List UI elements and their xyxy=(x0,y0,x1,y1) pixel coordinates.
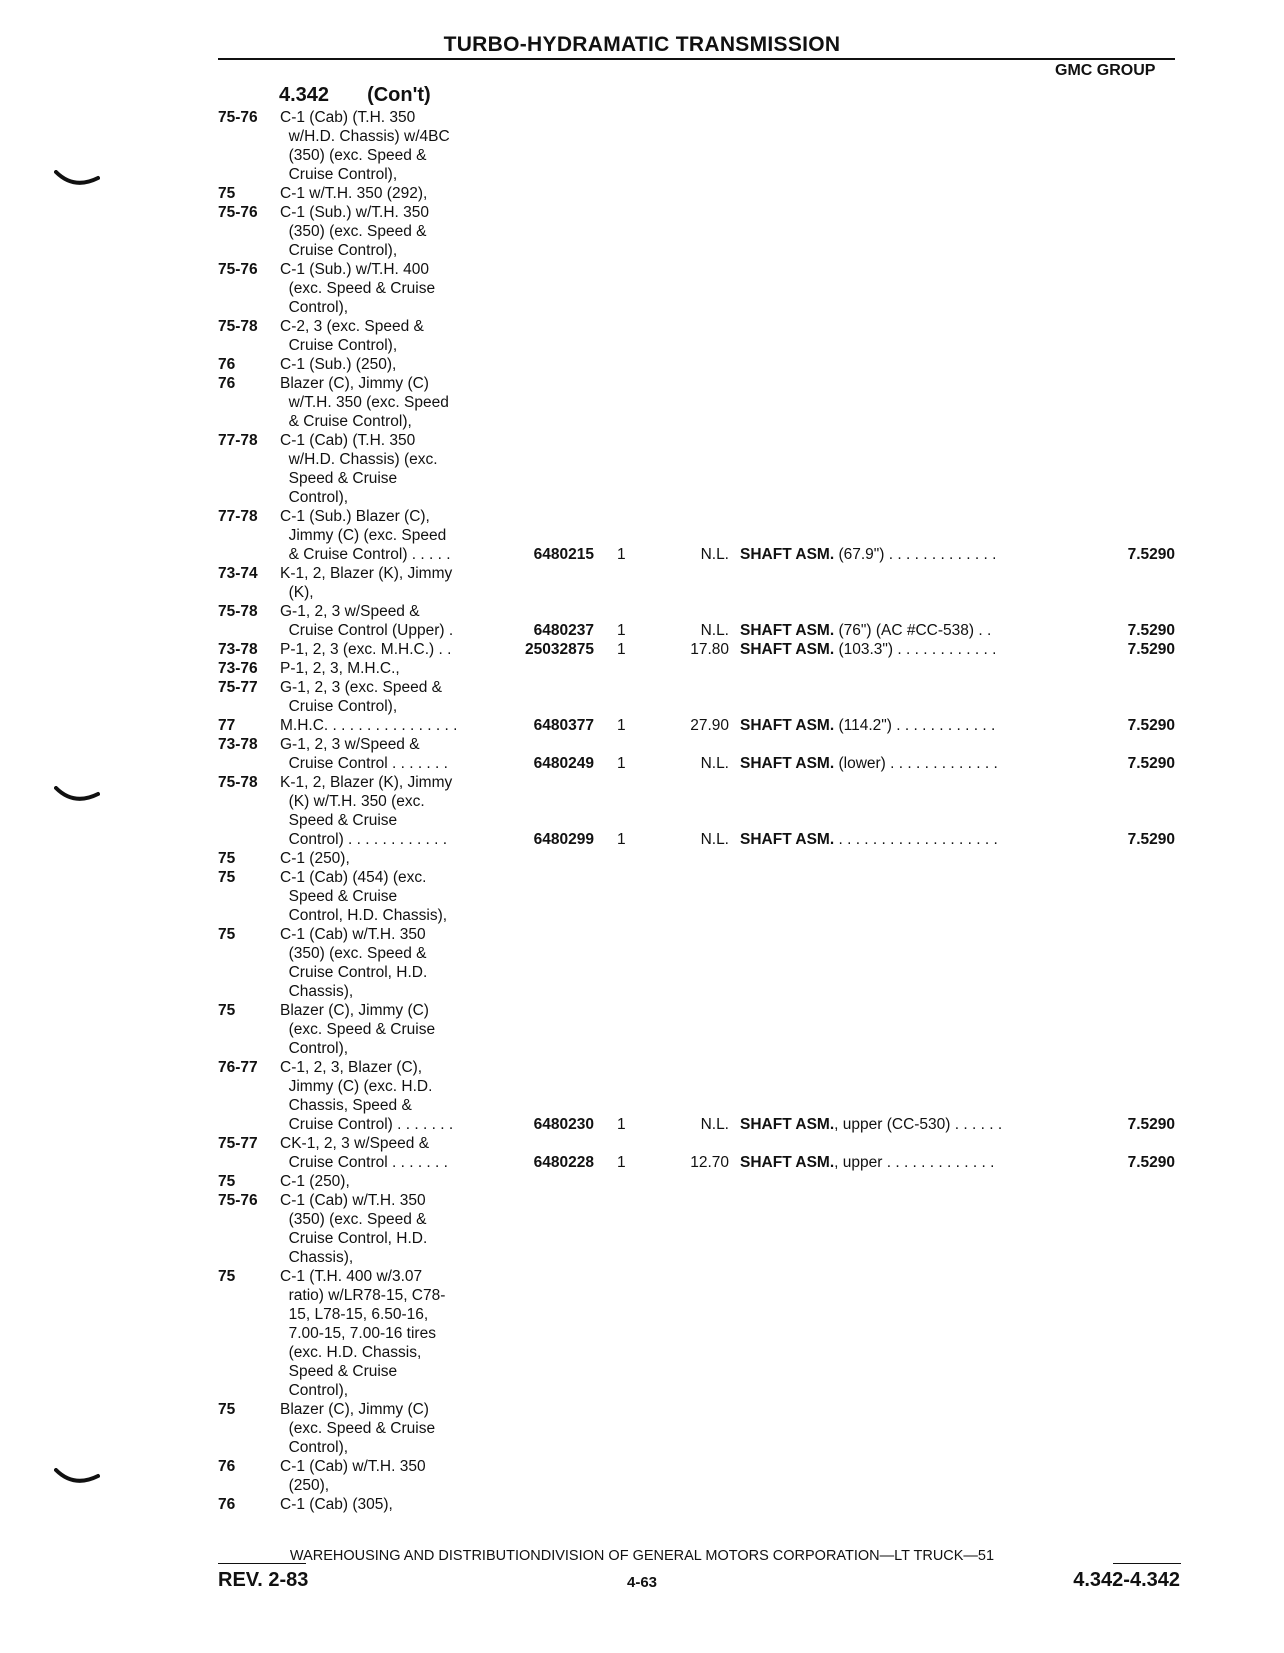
part-name-detail: (67.9") . . . . . . . . . . . . . xyxy=(834,546,997,563)
model-year: 76 xyxy=(218,375,236,392)
application-description: G-1, 2, 3 w/Speed & Cruise Control . . . . . . . xyxy=(280,736,448,772)
part-number: 6480249 xyxy=(533,755,594,772)
application-description: C-1 (T.H. 400 w/3.07 ratio) w/LR78-15, C78- 15, L78-15, 6.50-16, 7.00-15, 7.00-16 tires (exc. H.D. Chassis, Speed & Cruise Control), xyxy=(280,1268,446,1399)
list-price: N.L. xyxy=(700,755,729,772)
section-reference: 4.342-4.342 xyxy=(1073,1569,1180,1591)
binder-hole-icon xyxy=(54,170,100,188)
model-year: 75-76 xyxy=(218,109,258,126)
application-description: C-1 (Cab) (305), xyxy=(280,1496,393,1513)
application-description: C-1 (Sub.) (250), xyxy=(280,356,397,373)
application-description: C-1 (Sub.) w/T.H. 350 (350) (exc. Speed & Cruise Control), xyxy=(280,204,430,259)
application-description: P-1, 2, 3 (exc. M.H.C.) . . xyxy=(280,641,452,658)
part-name xyxy=(740,830,1070,849)
part-name-bold: SHAFT ASM. xyxy=(740,641,835,658)
quantity: 1 xyxy=(617,546,626,563)
application-description: C-1 (Sub.) Blazer (C), Jimmy (C) (exc. Speed & Cruise Control) . . . . . xyxy=(280,508,451,563)
application-description: G-1, 2, 3 w/Speed & Cruise Control (Upper) . xyxy=(280,603,454,639)
model-year: 75-77 xyxy=(218,1135,258,1152)
part-name-detail: (lower) . . . . . . . . . . . . . xyxy=(834,755,998,772)
part-name-detail: . . . . . . . . . . . . . . . . . . . xyxy=(834,831,998,848)
application-description: C-1, 2, 3, Blazer (C), Jimmy (C) (exc. H.D. Chassis, Speed & Cruise Control) . . . . . . . xyxy=(280,1059,454,1133)
application-description: C-1 (Sub.) w/T.H. 400 (exc. Speed & Cruise Control), xyxy=(280,261,436,316)
application-description: CK-1, 2, 3 w/Speed & Cruise Control . . . . . . . xyxy=(280,1135,448,1171)
section-suffix: (Con't) xyxy=(367,84,431,106)
application-description: Blazer (C), Jimmy (C) (exc. Speed & Cruise Control), xyxy=(280,1401,436,1456)
part-name-bold: SHAFT ASM. xyxy=(740,1116,835,1133)
application-description: C-1 (Cab) w/T.H. 350 (350) (exc. Speed & Cruise Control, H.D. Chassis), xyxy=(280,926,428,1000)
title-rule xyxy=(218,58,1175,60)
part-name-detail: (114.2") . . . . . . . . . . . . xyxy=(834,717,996,734)
model-year: 77-78 xyxy=(218,508,258,525)
model-year: 75 xyxy=(218,1268,236,1285)
binder-hole-icon xyxy=(54,1468,100,1486)
part-name-detail: (76") (AC #CC-538) . . xyxy=(834,622,992,639)
application-description: Blazer (C), Jimmy (C) (exc. Speed & Cruise Control), xyxy=(280,1002,436,1057)
application-description: C-1 (250), xyxy=(280,1173,350,1190)
model-year: 75 xyxy=(218,185,236,202)
part-name-bold: SHAFT ASM. xyxy=(740,1154,835,1171)
part-name-bold: SHAFT ASM. xyxy=(740,755,835,772)
part-name xyxy=(740,640,1070,659)
part-name-bold: SHAFT ASM. xyxy=(740,717,835,734)
quantity: 1 xyxy=(617,1154,626,1171)
model-year: 75-77 xyxy=(218,679,258,696)
application-description: G-1, 2, 3 (exc. Speed & Cruise Control), xyxy=(280,679,442,715)
page-number: 4-63 xyxy=(626,1574,658,1591)
quantity: 1 xyxy=(617,641,626,658)
model-year: 73-78 xyxy=(218,641,258,658)
section-heading xyxy=(279,84,431,107)
group-number: 7.5290 xyxy=(1127,622,1175,639)
model-year: 73-74 xyxy=(218,565,258,582)
quantity: 1 xyxy=(617,717,626,734)
model-year: 75-76 xyxy=(218,204,258,221)
application-description: C-1 w/T.H. 350 (292), xyxy=(280,185,428,202)
model-year: 73-78 xyxy=(218,736,258,753)
application-description: C-2, 3 (exc. Speed & Cruise Control), xyxy=(280,318,424,354)
part-name-detail: , upper (CC-530) . . . . . . xyxy=(834,1116,1003,1133)
group-number: 7.5290 xyxy=(1127,1154,1175,1171)
application-description: M.H.C. . . . . . . . . . . . . . . . xyxy=(280,717,458,734)
binder-hole-icon xyxy=(54,786,100,804)
part-number: 6480377 xyxy=(533,717,594,734)
model-year: 75 xyxy=(218,1401,236,1418)
part-name-bold: SHAFT ASM. xyxy=(740,546,835,563)
quantity: 1 xyxy=(617,755,626,772)
model-year: 75 xyxy=(218,869,236,886)
quantity: 1 xyxy=(617,831,626,848)
part-name xyxy=(740,545,1070,564)
model-year: 75 xyxy=(218,1002,236,1019)
model-year: 77-78 xyxy=(218,432,258,449)
model-year: 75-76 xyxy=(218,261,258,278)
section-number: 4.342 xyxy=(279,84,330,106)
application-description: C-1 (Cab) w/T.H. 350 (350) (exc. Speed & Cruise Control, H.D. Chassis), xyxy=(280,1192,428,1266)
model-year: 75 xyxy=(218,1173,236,1190)
quantity: 1 xyxy=(617,622,626,639)
application-description: P-1, 2, 3, M.H.C., xyxy=(280,660,400,677)
part-number: 6480215 xyxy=(533,546,594,563)
page-title: TURBO-HYDRAMATIC TRANSMISSION xyxy=(443,33,841,56)
list-price: N.L. xyxy=(700,1116,729,1133)
group-label: GMC GROUP xyxy=(1055,62,1156,79)
list-price: N.L. xyxy=(700,831,729,848)
model-year: 75-78 xyxy=(218,774,258,791)
revision: REV. 2-83 xyxy=(218,1569,309,1591)
application-description: C-1 (Cab) (T.H. 350 w/H.D. Chassis) (exc. Speed & Cruise Control), xyxy=(280,432,438,506)
part-name xyxy=(740,621,1070,640)
part-number: 25032875 xyxy=(525,641,594,658)
application-description: C-1 (Cab) w/T.H. 350 (250), xyxy=(280,1458,426,1494)
part-name xyxy=(740,1153,1070,1172)
quantity: 1 xyxy=(617,1116,626,1133)
application-description: C-1 (250), xyxy=(280,850,350,867)
part-name-detail: (103.3") . . . . . . . . . . . . xyxy=(834,641,997,658)
group-number: 7.5290 xyxy=(1127,717,1175,734)
part-name xyxy=(740,716,1070,735)
model-year: 75 xyxy=(218,850,236,867)
model-year: 76 xyxy=(218,356,236,373)
part-name xyxy=(740,754,1070,773)
part-number: 6480299 xyxy=(533,831,594,848)
model-year: 76 xyxy=(218,1496,236,1513)
application-description: K-1, 2, Blazer (K), Jimmy (K) w/T.H. 350 (exc. Speed & Cruise Control) . . . . . . . . . . . . xyxy=(280,774,453,848)
group-number: 7.5290 xyxy=(1127,546,1175,563)
model-year: 77 xyxy=(218,717,236,734)
part-name xyxy=(740,1115,1070,1134)
model-year: 76 xyxy=(218,1458,236,1475)
part-name-bold: SHAFT ASM. xyxy=(740,831,835,848)
list-price: N.L. xyxy=(700,546,729,563)
model-year: 75-78 xyxy=(218,318,258,335)
application-description: C-1 (Cab) (T.H. 350 w/H.D. Chassis) w/4BC (350) (exc. Speed & Cruise Control), xyxy=(280,109,450,183)
model-year: 76-77 xyxy=(218,1059,258,1076)
group-number: 7.5290 xyxy=(1127,1116,1175,1133)
part-number: 6480230 xyxy=(533,1116,594,1133)
part-name-bold: SHAFT ASM. xyxy=(740,622,835,639)
list-price: 12.70 xyxy=(690,1154,729,1171)
footer-rule-right xyxy=(1113,1563,1181,1564)
list-price: N.L. xyxy=(700,622,729,639)
model-year: 75 xyxy=(218,926,236,943)
application-description: C-1 (Cab) (454) (exc. Speed & Cruise Control, H.D. Chassis), xyxy=(280,869,448,924)
model-year: 73-76 xyxy=(218,660,258,677)
application-description: Blazer (C), Jimmy (C) w/T.H. 350 (exc. Speed & Cruise Control), xyxy=(280,375,449,430)
part-name-detail: , upper . . . . . . . . . . . . . xyxy=(834,1154,995,1171)
list-price: 17.80 xyxy=(690,641,729,658)
part-number: 6480237 xyxy=(533,622,594,639)
group-number: 7.5290 xyxy=(1127,641,1175,658)
part-number: 6480228 xyxy=(533,1154,594,1171)
group-number: 7.5290 xyxy=(1127,755,1175,772)
footer-line: WAREHOUSING AND DISTRIBUTIONDIVISION OF GENERAL MOTORS CORPORATION—LT TRUCK—51 xyxy=(289,1548,995,1564)
model-year: 75-78 xyxy=(218,603,258,620)
model-year: 75-76 xyxy=(218,1192,258,1209)
list-price: 27.90 xyxy=(690,717,729,734)
group-number: 7.5290 xyxy=(1127,831,1175,848)
application-description: K-1, 2, Blazer (K), Jimmy (K), xyxy=(280,565,453,601)
